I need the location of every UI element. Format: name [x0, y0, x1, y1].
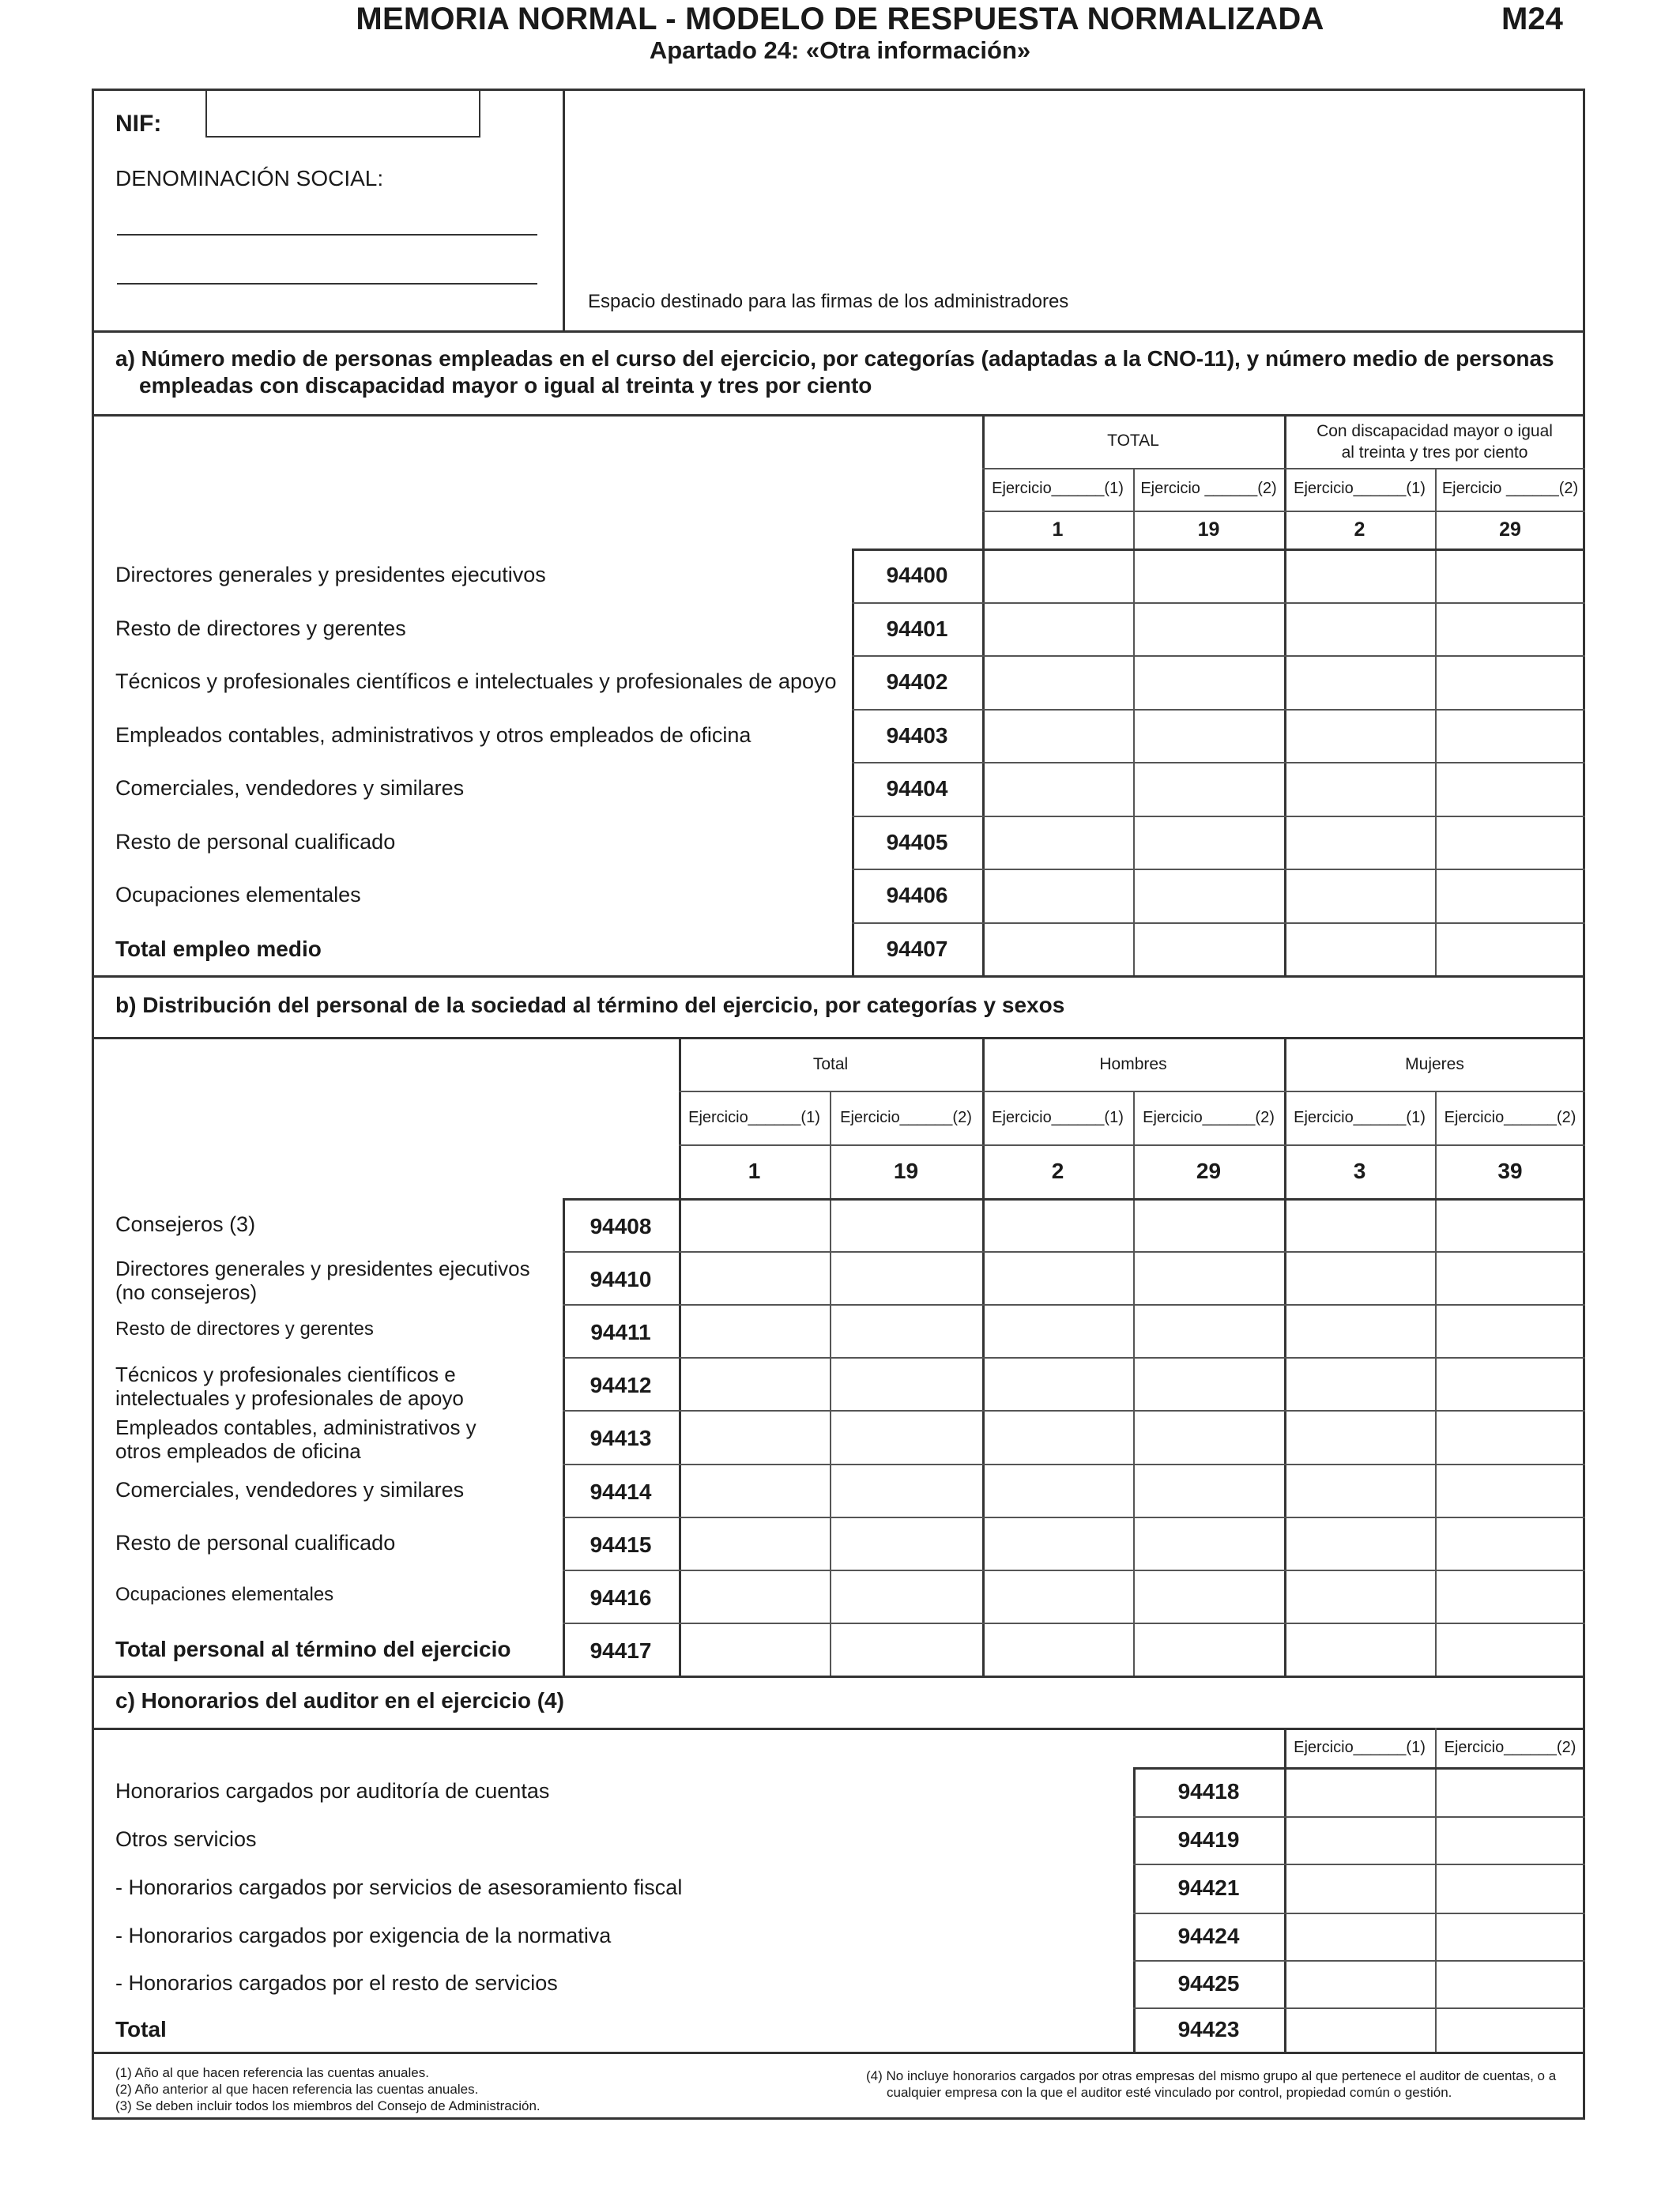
divider: [92, 330, 1585, 333]
divider: [92, 414, 1585, 417]
category-label: Resto de directores y gerentes: [115, 1318, 374, 1340]
value-cell[interactable]: [1437, 1572, 1584, 1621]
value-cell[interactable]: [1286, 1915, 1433, 1958]
column-code: 2: [1354, 518, 1365, 541]
column-code: 39: [1497, 1159, 1523, 1183]
value-cell[interactable]: [1136, 1359, 1283, 1408]
value-cell[interactable]: [1286, 551, 1433, 601]
denominacion-line-2[interactable]: [117, 283, 537, 285]
row-code: 94408: [590, 1214, 652, 1238]
row-code: 94415: [590, 1532, 652, 1557]
column-header-ejercicio: Ejercicio______(1): [1294, 1739, 1426, 1756]
category-label: Resto de personal cualificado: [115, 1530, 396, 1555]
grid-line: [563, 1570, 1585, 1571]
grid-line: [563, 1623, 1585, 1624]
column-header-ejercicio: Ejercicio______(2): [1444, 1739, 1576, 1756]
value-cell[interactable]: [1286, 1306, 1433, 1355]
fee-label: - Honorarios cargados por exigencia de la normativa: [115, 1924, 612, 1947]
value-cell[interactable]: [985, 818, 1132, 868]
grid-line: [563, 1410, 1585, 1412]
row-code: 94423: [1177, 2017, 1240, 2041]
category-label: Ocupaciones elementales: [115, 1583, 334, 1605]
value-cell[interactable]: [1286, 1866, 1433, 1911]
value-cell[interactable]: [1437, 764, 1584, 814]
category-label-line2: (no consejeros): [115, 1280, 258, 1305]
value-cell[interactable]: [832, 1306, 981, 1355]
column-code: 1: [1052, 518, 1064, 541]
footnote-4-line1: (4) No incluye honorarios cargados por otras empresas del mismo grupo al que pertenece el auditor de cuentas, o a: [866, 2068, 1557, 2083]
value-cell[interactable]: [1136, 764, 1283, 814]
row-code: 94404: [886, 776, 948, 801]
value-cell[interactable]: [1437, 551, 1584, 601]
grid-line: [1133, 1960, 1585, 1962]
value-cell[interactable]: [985, 871, 1132, 921]
value-cell[interactable]: [832, 1572, 981, 1621]
divider: [92, 1037, 1585, 1039]
value-cell[interactable]: [681, 1466, 828, 1515]
page-subtitle: Apartado 24: «Otra información»: [649, 36, 1031, 64]
value-cell[interactable]: [1286, 925, 1433, 974]
value-cell[interactable]: [1286, 605, 1433, 654]
row-code: 94412: [590, 1373, 652, 1398]
grid-line: [563, 1251, 1585, 1253]
row-code: 94418: [1177, 1779, 1240, 1804]
value-cell[interactable]: [1136, 818, 1283, 868]
divider: [92, 2052, 1585, 2054]
row-code: 94416: [590, 1585, 652, 1610]
row-code: 94401: [886, 616, 948, 641]
grid-line: [852, 922, 1585, 924]
signature-space-label: Espacio destinado para las firmas de los administradores: [588, 291, 1069, 312]
grid-line: [563, 1304, 1585, 1306]
nif-label: NIF:: [115, 111, 162, 137]
value-cell[interactable]: [1286, 764, 1433, 814]
value-cell[interactable]: [1437, 818, 1584, 868]
category-label: Resto de directores y gerentes: [115, 616, 406, 640]
value-cell[interactable]: [1286, 1819, 1433, 1862]
row-code: 94417: [590, 1638, 652, 1663]
value-cell[interactable]: [1437, 1253, 1584, 1302]
footnote-2: (2) Año anterior al que hacen referencia las cuentas anuales.: [115, 2082, 479, 2097]
row-code: 94407: [886, 936, 948, 961]
grid-line: [679, 1144, 1585, 1146]
column-header-ejercicio: Ejercicio______(2): [1444, 1109, 1576, 1126]
value-cell[interactable]: [832, 1359, 981, 1408]
value-cell[interactable]: [1136, 1572, 1283, 1621]
value-cell[interactable]: [681, 1412, 828, 1461]
value-cell[interactable]: [1286, 1359, 1433, 1408]
denominacion-label: DENOMINACIÓN SOCIAL:: [115, 166, 384, 190]
column-code: 1: [748, 1159, 761, 1183]
grid-line: [679, 1091, 1585, 1092]
signature-area[interactable]: [565, 91, 1583, 332]
value-cell[interactable]: [985, 1519, 1132, 1568]
value-cell[interactable]: [1286, 871, 1433, 921]
category-label: Empleados contables, administrativos y otros empleados de oficina: [115, 722, 751, 747]
value-cell[interactable]: [1437, 711, 1584, 761]
value-cell[interactable]: [681, 1519, 828, 1568]
fee-label: - Honorarios cargados por servicios de asesoramiento fiscal: [115, 1875, 683, 1899]
value-cell[interactable]: [1437, 925, 1584, 974]
value-cell[interactable]: [985, 1306, 1132, 1355]
value-cell[interactable]: [985, 1412, 1132, 1461]
value-cell[interactable]: [1136, 1412, 1283, 1461]
grid-line: [852, 869, 1585, 870]
value-cell[interactable]: [1437, 1359, 1584, 1408]
value-cell[interactable]: [1286, 1519, 1433, 1568]
grid-line: [563, 1464, 1585, 1465]
grid-line: [982, 468, 1585, 469]
value-cell[interactable]: [1286, 1572, 1433, 1621]
category-label: Técnicos y profesionales científicos e: [115, 1363, 456, 1387]
value-cell[interactable]: [985, 711, 1132, 761]
value-cell[interactable]: [1136, 658, 1283, 707]
column-header-ejercicio: Ejercicio ______(2): [1140, 480, 1277, 497]
category-label: Directores generales y presidentes ejecutivos: [115, 1257, 530, 1281]
column-code: 29: [1499, 518, 1521, 541]
value-cell[interactable]: [1437, 605, 1584, 654]
value-cell[interactable]: [1437, 1915, 1584, 1958]
value-cell[interactable]: [1286, 1253, 1433, 1302]
value-cell[interactable]: [1286, 1201, 1433, 1250]
fee-label: - Honorarios cargados por el resto de servicios: [115, 1971, 558, 1995]
footnote-3: (3) Se deben incluir todos los miembros del Consejo de Administración.: [115, 2098, 541, 2113]
row-code: 94400: [886, 563, 948, 587]
group-header: Mujeres: [1405, 1055, 1464, 1073]
value-cell[interactable]: [1437, 1819, 1584, 1862]
value-cell[interactable]: [832, 1412, 981, 1461]
footnote-1: (1) Año al que hacen referencia las cuentas anuales.: [115, 2065, 429, 2080]
footnote-4-line2: cualquier empresa con la que el auditor esté vinculado por control, propiedad común o gestión.: [887, 2085, 1452, 2100]
value-cell[interactable]: [1286, 1412, 1433, 1461]
column-header-ejercicio: Ejercicio______(1): [992, 1109, 1124, 1126]
value-cell[interactable]: [832, 1253, 981, 1302]
grid-line: [852, 709, 1585, 711]
column-header-ejercicio: Ejercicio______(1): [992, 480, 1124, 497]
value-cell[interactable]: [1437, 1625, 1584, 1674]
value-cell[interactable]: [1437, 1770, 1584, 1815]
grid-line: [1133, 468, 1135, 975]
value-cell[interactable]: [1286, 1466, 1433, 1515]
grid-line: [1133, 1816, 1585, 1818]
category-label: Comerciales, vendedores y similares: [115, 1477, 465, 1502]
value-cell[interactable]: [1136, 1466, 1283, 1515]
value-cell[interactable]: [1136, 551, 1283, 601]
value-cell[interactable]: [1437, 1412, 1584, 1461]
row-code: 94406: [886, 883, 948, 907]
value-cell[interactable]: [1437, 1306, 1584, 1355]
category-label: Consejeros (3): [115, 1212, 256, 1236]
denominacion-line-1[interactable]: [117, 234, 537, 236]
column-code: 19: [1197, 518, 1220, 541]
section-b-title: b) Distribución del personal de la sociedad al término del ejercicio, por categorías y sexos: [115, 993, 1065, 1017]
form-code: M24: [1501, 2, 1563, 36]
value-cell[interactable]: [985, 764, 1132, 814]
value-cell[interactable]: [985, 605, 1132, 654]
page-title: MEMORIA NORMAL - MODELO DE RESPUESTA NORMALIZADA: [356, 2, 1324, 36]
category-label: Empleados contables, administrativos y: [115, 1416, 477, 1440]
value-cell[interactable]: [985, 658, 1132, 707]
value-cell[interactable]: [1437, 1866, 1584, 1911]
row-code: 94405: [886, 829, 948, 854]
grid-line: [1435, 1728, 1437, 2052]
value-cell[interactable]: [1136, 1201, 1283, 1250]
value-cell[interactable]: [1286, 818, 1433, 868]
column-header-ejercicio: Ejercicio______(1): [688, 1109, 820, 1126]
divider: [92, 1728, 1585, 1730]
row-code: 94414: [590, 1479, 652, 1504]
row-code: 94403: [886, 722, 948, 748]
section-a-title-line2: empleadas con discapacidad mayor o igual al treinta y tres por ciento: [139, 373, 872, 398]
row-code: 94413: [590, 1426, 652, 1451]
fee-label: Honorarios cargados por auditoría de cuentas: [115, 1779, 550, 1803]
total-row-label: Total: [115, 2017, 167, 2041]
value-cell[interactable]: [1437, 1201, 1584, 1250]
group-header: Hombres: [1099, 1055, 1167, 1073]
value-cell[interactable]: [985, 1466, 1132, 1515]
grid-line: [852, 816, 1585, 817]
value-cell[interactable]: [1286, 1770, 1433, 1815]
value-cell[interactable]: [1136, 1253, 1283, 1302]
grid-line: [563, 1517, 1585, 1518]
value-cell[interactable]: [1136, 1625, 1283, 1674]
value-cell[interactable]: [681, 1253, 828, 1302]
value-cell[interactable]: [1136, 711, 1283, 761]
column-header-ejercicio: Ejercicio ______(2): [1441, 480, 1579, 497]
grid-line: [1133, 1913, 1585, 1914]
row-code: 94402: [886, 669, 948, 694]
grid-line: [1435, 468, 1437, 975]
value-cell[interactable]: [1286, 711, 1433, 761]
fee-label: Otros servicios: [115, 1827, 257, 1851]
row-code: 94410: [590, 1267, 652, 1292]
value-cell[interactable]: [832, 1625, 981, 1674]
value-cell[interactable]: [681, 1306, 828, 1355]
value-cell[interactable]: [1136, 605, 1283, 654]
row-code: 94421: [1177, 1875, 1240, 1900]
value-cell[interactable]: [1437, 658, 1584, 707]
grid-line: [563, 1357, 1585, 1359]
grid-line: [1133, 2007, 1585, 2009]
grid-line: [852, 655, 1585, 657]
value-cell[interactable]: [985, 925, 1132, 974]
column-code: 29: [1196, 1159, 1222, 1183]
divider: [92, 975, 1585, 978]
column-code: 3: [1353, 1159, 1366, 1183]
value-cell[interactable]: [832, 1519, 981, 1568]
value-cell[interactable]: [1136, 1519, 1283, 1568]
value-cell[interactable]: [1136, 871, 1283, 921]
value-cell[interactable]: [1437, 1962, 1584, 2006]
value-cell[interactable]: [832, 1466, 981, 1515]
group-header: Total: [812, 1055, 849, 1073]
value-cell[interactable]: [1136, 925, 1283, 974]
column-code: 2: [1051, 1159, 1064, 1183]
value-cell[interactable]: [681, 1201, 828, 1250]
value-cell[interactable]: [1286, 1625, 1433, 1674]
value-cell[interactable]: [985, 1572, 1132, 1621]
value-cell[interactable]: [681, 1625, 828, 1674]
value-cell[interactable]: [1437, 871, 1584, 921]
header-total: TOTAL: [1107, 432, 1159, 450]
value-cell[interactable]: [985, 1201, 1132, 1250]
value-cell[interactable]: [985, 551, 1132, 601]
column-header-ejercicio: Ejercicio______(2): [840, 1109, 972, 1126]
category-label: Técnicos y profesionales científicos e intelectuales y profesionales de apoyo: [115, 669, 837, 693]
grid-line: [982, 511, 1585, 512]
row-code: 94425: [1177, 1971, 1240, 1996]
category-label-line2: otros empleados de oficina: [115, 1439, 361, 1464]
category-label: Comerciales, vendedores y similares: [115, 776, 465, 800]
grid-line: [852, 602, 1585, 604]
section-c-title: c) Honorarios del auditor en el ejercicio (4): [115, 1688, 564, 1713]
column-header-ejercicio: Ejercicio______(1): [1294, 1109, 1426, 1126]
divider: [92, 1676, 1585, 1678]
header-disability-line2: al treinta y tres por ciento: [1341, 443, 1528, 462]
value-cell[interactable]: [681, 1359, 828, 1408]
value-cell[interactable]: [1286, 658, 1433, 707]
value-cell[interactable]: [1437, 2010, 1584, 2050]
value-cell[interactable]: [1437, 1466, 1584, 1515]
value-cell[interactable]: [1286, 1962, 1433, 2006]
grid-line: [852, 762, 1585, 763]
category-label-line2: intelectuales y profesionales de apoyo: [115, 1386, 464, 1411]
value-cell[interactable]: [985, 1253, 1132, 1302]
column-header-ejercicio: Ejercicio______(1): [1294, 480, 1426, 497]
grid-line: [1133, 1864, 1585, 1865]
category-label: Directores generales y presidentes ejecutivos: [115, 563, 546, 586]
total-row-label: Total empleo medio: [115, 936, 322, 961]
total-row-label: Total personal al término del ejercicio: [115, 1636, 511, 1661]
value-cell[interactable]: [1437, 1519, 1584, 1568]
header-disability-line1: Con discapacidad mayor o igual: [1317, 422, 1553, 440]
row-code: 94411: [590, 1320, 651, 1345]
column-code: 19: [893, 1159, 919, 1183]
value-cell[interactable]: [1136, 1306, 1283, 1355]
value-cell[interactable]: [832, 1201, 981, 1250]
grid-line: [1133, 1767, 1136, 2052]
section-a-title-line1: a) Número medio de personas empleadas en el curso del ejercicio, por categorías (adaptadas a la CNO-11), y número medio de personas: [115, 346, 1554, 371]
column-header-ejercicio: Ejercicio______(2): [1143, 1109, 1275, 1126]
nif-input-box[interactable]: [205, 89, 480, 138]
value-cell[interactable]: [1286, 2010, 1433, 2050]
value-cell[interactable]: [681, 1572, 828, 1621]
category-label: Resto de personal cualificado: [115, 829, 396, 854]
row-code: 94419: [1177, 1827, 1240, 1852]
row-code: 94424: [1177, 1924, 1240, 1948]
value-cell[interactable]: [985, 1359, 1132, 1408]
value-cell[interactable]: [985, 1625, 1132, 1674]
category-label: Ocupaciones elementales: [115, 883, 361, 907]
